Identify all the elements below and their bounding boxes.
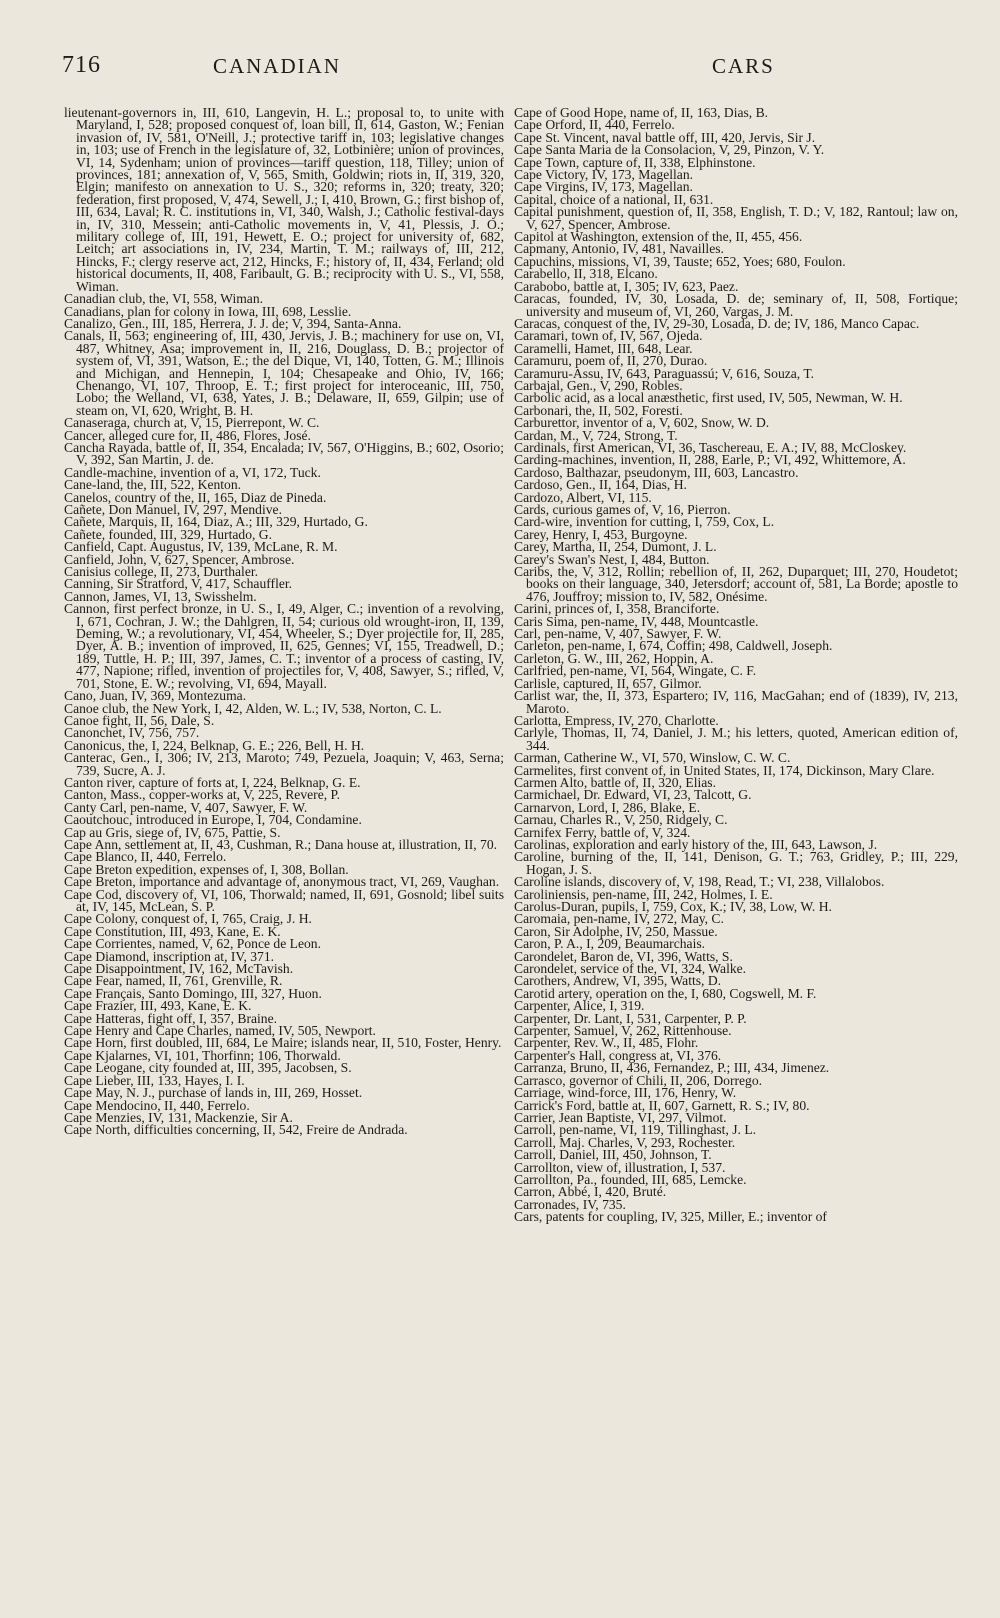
index-entry: Cape North, difficulties concerning, II, 542, Freire de Andrada. — [64, 1122, 408, 1138]
index-entry: Carolinas, exploration and early history of the, III, 643, Lawson, J. — [514, 836, 878, 852]
index-entry: Carding-machines, invention, II, 288, Earle, P.; VI, 492, Whittemore, A. — [514, 452, 906, 468]
index-entry: Canadians, plan for colony in Iowa, III, 698, Lesslie. — [64, 303, 352, 319]
index-entry: Carey's Swan's Nest, I, 484, Button. — [514, 551, 710, 567]
index-entry: Canterac, Gen., I, 306; IV, 213, Maroto; 749, Pezuela, Joaquin; V, 463, Serna; 739, Sucre, A. J. — [64, 750, 504, 778]
index-entry: Carondelet, Baron de, VI, 396, Watts, S. — [514, 948, 733, 964]
index-entry: Caris Sima, pen-name, IV, 448, Mountcastle. — [514, 613, 759, 629]
index-entry: Caracas, founded, IV, 30, Losada, D. de; seminary of, II, 508, Fortique; university and museum of, VI, 260, Vargas, J. M. — [514, 291, 958, 319]
index-entry: Carmen Alto, battle of, II, 320, Elias. — [514, 774, 716, 790]
index-entry: Carlyle, Thomas, II, 74, Daniel, J. M.; his letters, quoted, American edition of, 344. — [514, 725, 958, 753]
index-entry: Carbolic acid, as a local anæsthetic, first used, IV, 505, Newman, W. H. — [514, 390, 903, 406]
index-entry: Carron, Abbé, I, 420, Bruté. — [514, 1184, 667, 1200]
index-entry: Cardinals, first American, VI, 36, Taschereau, E. A.; IV, 88, McCloskey. — [514, 439, 907, 455]
index-entry: Cape Constitution, III, 493, Kane, E. K. — [64, 923, 281, 939]
index-entry: Canton, Mass., copper-works at, V, 225, Revere, P. — [64, 787, 340, 803]
index-entry: Capmany, Antonio, IV, 481, Navailles. — [514, 241, 724, 257]
index-entry: Cap au Gris, siege of, IV, 675, Pattie, S. — [64, 824, 281, 840]
index-entry: Caramuru, poem of, II, 270, Durao. — [514, 353, 708, 369]
index-entry: Caoutchouc, introduced in Europe, I, 704, Condamine. — [64, 812, 362, 828]
index-entry: Cape Kjalarnes, VI, 101, Thorfinn; 106, Thorwald. — [64, 1047, 341, 1063]
index-entry: Capital, choice of a national, II, 631. — [514, 191, 714, 207]
index-entry: Canisius college, II, 273, Durthaler. — [64, 564, 259, 580]
index-entry: Canty Carl, pen-name, V, 407, Sawyer, F. W. — [64, 799, 308, 815]
index-entry: Carlist war, the, II, 373, Espartero; IV, 116, MacGahan; end of (1839), IV, 213, Maroto. — [514, 688, 958, 716]
index-entry: Cannon, first perfect bronze, in U. S., I, 49, Alger, C.; invention of a revolving, I, 671, Cochran, J. W.; the Dahlgren, II, 54; curious old wrought-iron, II, 139, Deming, W.; a revolutionary, VI, 454, Wheeler, S.; Dyer projectile for, II, 285, Dyer, A. B.; invention of improved, II, 625, Gennes; VI, 155, Treadwell, D.; 189, Tuttle, H. P.; III, 397, James, C. T.; inventor of a process of casting, IV, 477, Napione; rifled, invention of projectiles for, V, 408, Sawyer, S.; rifled, V, 701, Stone, E. W.; revolving, VI, 694, Mayall. — [64, 601, 504, 691]
index-entry: Caramari, town of, IV, 567, Ojeda. — [514, 328, 703, 344]
index-entry: Cape Frazier, III, 493, Kane, E. K. — [64, 998, 252, 1014]
index-entry: Card-wire, invention for cutting, I, 759, Cox, L. — [514, 514, 775, 530]
index-entry: lieutenant-governors in, III, 610, Langevin, H. L.; proposal to, to unite with Maryland, I, 528; proposed conquest of, loan bill, II, 614, Gaston, W.; Fenian invasion of, IV, 581, O'Neill, J.; protective tariff in, 103; legislative changes in, 103; use of French in the legislature of, 32, Lotbinière; union of provinces, VI, 14, Sydenham; union of provinces—tariff question, 118, Tilley; union of provinces, 181; annexation of, V, 565, Smith, Goldwin; riots in, II, 319, 320, Elgin; manifesto on annexation to U. S., 320; reforms in, 320; treaty, 320; federation, first proposed, V, 474, Sewell, J.; I, 410, Brown, G.; first bishop of, III, 634, Laval; R. C. institutions in, VI, 340, Walsh, J.; Catholic festival-days in, IV, 310, Messein; anti-Catholic movements in, V, 41, Plessis, J. O.; military college of, III, 191, Hewett, E. O.; project for university of, 682, Leitch; art associations in, IV, 234, Martin, T. M.; railways of, III, 212, Hincks, F.; clergy reserve act, 212, Hincks, F.; history of, II, 434, Ferland; old historical documents, II, 408, Faribault, G. B.; reciprocity with U. S., VI, 558, Wiman. — [64, 105, 504, 294]
index-entry: Carranza, Bruno, II, 436, Fernandez, P.; III, 434, Jimenez. — [514, 1060, 830, 1076]
index-entry: Carabello, II, 318, Elcano. — [514, 266, 658, 282]
index-entry: Canton river, capture of forts at, I, 224, Belknap, G. E. — [64, 774, 361, 790]
index-entry: Caron, Sir Adolphe, IV, 250, Massue. — [514, 923, 718, 939]
index-entry: Canaseraga, church at, V, 15, Pierrepont, W. C. — [64, 415, 320, 431]
index-entry: Canning, Sir Stratford, V, 417, Schauffler. — [64, 576, 293, 592]
index-entry: Caroliniensis, pen-name, III, 242, Holmes, I. E. — [514, 886, 773, 902]
index-entry: Cape Blanco, II, 440, Ferrelo. — [64, 849, 227, 865]
index-entry: Cape Henry and Cape Charles, named, IV, 505, Newport. — [64, 1023, 376, 1039]
index-entry: Cape Breton expedition, expenses of, I, 308, Bollan. — [64, 861, 349, 877]
index-entry: Carabobo, battle at, I, 305; IV, 623, Paez. — [514, 278, 739, 294]
index-entry: Carronades, IV, 735. — [514, 1196, 626, 1212]
index-entry: Carey, Henry, I, 453, Burgoyne. — [514, 526, 688, 542]
right-running-head: CARS — [712, 54, 775, 78]
index-entry: Cape Lieber, III, 133, Hayes, I. I. — [64, 1072, 245, 1088]
index-entry: Carbonari, the, II, 502, Foresti. — [514, 402, 683, 418]
index-entry: Caracas, conquest of the, IV, 29-30, Losada, D. de; IV, 186, Manco Capac. — [514, 315, 920, 331]
index-entry: Cancer, alleged cure for, II, 486, Flores, José. — [64, 427, 311, 443]
index-entry: Cape Colony, conquest of, I, 765, Craig, J. H. — [64, 911, 312, 927]
index-entry: Carlisle, captured, II, 657, Gilmor. — [514, 675, 702, 691]
index-entry: Cancha Rayada, battle of, II, 354, Encalada; IV, 567, O'Higgins, B.; 602, Osorio; V, 392, San Martin, J. de. — [64, 439, 504, 468]
index-entry: Cape Ann, settlement at, II, 43, Cushman, R.; Dana house at, illustration, II, 70. — [64, 836, 498, 852]
page-number: 716 — [62, 52, 101, 78]
index-entry: Carotid artery, operation on the, I, 680, Cogswell, M. F. — [514, 985, 817, 1001]
left-column — [64, 107, 504, 1137]
index-entry: Caroline islands, discovery of, V, 198, Read, T.; VI, 238, Villalobos. — [514, 874, 885, 890]
index-entry: Caroline, burning of the, II, 141, Denison, G. T.; 763, Gridley, P.; III, 229, Hogan, J. S. — [514, 849, 958, 877]
index-entry: Carroll, Maj. Charles, V, 293, Rochester. — [514, 1134, 736, 1150]
index-entry: Cape Town, capture of, II, 338, Elphinstone. — [514, 154, 756, 170]
index-entry: Cane-land, the, III, 522, Kenton. — [64, 477, 242, 493]
index-entry: Carleton, pen-name, I, 674, Coffin; 498, Caldwell, Joseph. — [514, 638, 833, 654]
index-entry: Cañete, Don Manuel, IV, 297, Mendive. — [64, 502, 282, 517]
index-entry: Carnarvon, Lord, I, 286, Blake, E. — [514, 799, 701, 815]
index-entry: Cape Breton, importance and advantage of, anonymous tract, VI, 269, Vaughan. — [64, 874, 500, 890]
index-entry: Canonchet, IV, 756, 757. — [64, 725, 200, 741]
index-entry: Carleton, G. W., III, 262, Hoppin, A. — [514, 650, 714, 666]
index-entry: Canoe fight, II, 56, Dale, S. — [64, 712, 215, 728]
index-entry: Carroll, Daniel, III, 450, Johnson, T. — [514, 1147, 712, 1163]
index-entry: Carrick's Ford, battle at, II, 607, Garnett, R. S.; IV, 80. — [514, 1097, 810, 1113]
index-entry: Canonicus, the, I, 224, Belknap, G. E.; 226, Bell, H. H. — [64, 737, 365, 753]
index-entry: Cañete, Marquis, II, 164, Diaz, A.; III, 329, Hurtado, G. — [64, 514, 368, 530]
index-entry: Carman, Catherine W., VI, 570, Winslow, C. W. C. — [514, 750, 791, 766]
index-entry: Carroll, pen-name, VI, 119, Tillinghast, J. L. — [514, 1122, 757, 1138]
index-entry: Caribs, the, V, 312, Rollin; rebellion of, II, 262, Duparquet; III, 270, Houdetot; books on their language, 340, Jetersdorf; account of, 581, La Borde; apostle to 476, Jouffroy; mission to, IV, 582, Onésime. — [514, 564, 958, 604]
index-entry: Canelos, country of the, II, 165, Diaz de Pineda. — [64, 489, 327, 505]
index-entry: Cape Hatteras, fight off, I, 357, Braine. — [64, 1010, 278, 1026]
index-entry: Canoe club, the New York, I, 42, Alden, W. L.; IV, 538, Norton, C. L. — [64, 700, 442, 716]
index-entry: Carmelites, first convent of, in United States, II, 174, Dickinson, Mary Clare. — [514, 762, 935, 778]
index-entry: Cano, Juan, IV, 369, Montezuma. — [64, 688, 247, 704]
index-entry: Cañete, founded, III, 329, Hurtado, G. — [64, 526, 273, 542]
index-entry: Caron, P. A., I, 209, Beaumarchais. — [514, 936, 706, 952]
index-entry: Cape Cod, discovery of, VI, 106, Thorwald; named, II, 691, Gosnold; libel suits at, IV, 145, McLean, S. P. — [64, 886, 504, 914]
index-entry: Carrasco, governor of Chili, II, 206, Dorrego. — [514, 1072, 763, 1088]
index-entry: Caromaia, pen-name, IV, 272, May, C. — [514, 911, 724, 927]
index-entry: Candle-machine, invention of a, VI, 172, Tuck. — [64, 464, 321, 480]
index-entry: Capitol at Washington, extension of the, II, 455, 456. — [514, 229, 803, 245]
index-entry: Cape Leogane, city founded at, III, 395, Jacobsen, S. — [64, 1060, 352, 1076]
index-entry: Carbajal, Gen., V, 290, Robles. — [514, 377, 683, 393]
index-entry: Carl, pen-name, V, 407, Sawyer, F. W. — [514, 626, 722, 642]
index-entry: Cape Fear, named, II, 761, Grenville, R. — [64, 973, 283, 989]
index-entry: Cape Diamond, inscription at, IV, 371. — [64, 948, 275, 964]
index-entry: Cape Virgins, IV, 173, Magellan. — [514, 179, 693, 195]
index-entry: Carmichael, Dr. Edward, VI, 23, Talcott, G. — [514, 787, 752, 803]
index-entry: Carburettor, inventor of a, V, 602, Snow, W. D. — [514, 415, 770, 431]
index-entry: Carnau, Charles R., V, 250, Ridgely, C. — [514, 812, 728, 828]
index-entry: Cape Victory, IV, 173, Magellan. — [514, 167, 694, 183]
index-entry: Cape Orford, II, 440, Ferrelo. — [514, 117, 675, 133]
index-entry: Carini, princes of, I, 358, Branciforte. — [514, 601, 720, 617]
index-entry: Cape Menzies, IV, 131, Mackenzie, Sir A. — [64, 1109, 293, 1125]
index-entry: Carpenter, Rev. W., II, 485, Flohr. — [514, 1035, 699, 1051]
index-entry: Cape of Good Hope, name of, II, 163, Dias, B. — [514, 105, 769, 120]
index-entry: Carlotta, Empress, IV, 270, Charlotte. — [514, 712, 719, 728]
index-entry: Cape Horn, first doubled, III, 684, Le Maire; islands near, II, 510, Foster, Henry. — [64, 1035, 502, 1051]
index-entry: Carondelet, service of the, VI, 324, Walke. — [514, 961, 747, 977]
index-entry: Caramuru-Assu, IV, 643, Paraguassú; V, 616, Souza, T. — [514, 365, 815, 381]
index-entry: Carpenter, Samuel, V, 262, Rittenhouse. — [514, 1023, 732, 1039]
index-entry: Carey, Martha, II, 254, Dumont, J. L. — [514, 539, 717, 555]
page-header — [0, 52, 1000, 86]
index-entry: Cape May, N. J., purchase of lands in, III, 269, Hosset. — [64, 1085, 363, 1101]
index-entry: Carnifex Ferry, battle of, V, 324. — [514, 824, 691, 840]
index-entry: Carpenter, Dr. Lant, I, 531, Carpenter, P. P. — [514, 1010, 747, 1026]
right-column — [514, 107, 958, 1224]
index-entry: Canfield, Capt. Augustus, IV, 139, McLane, R. M. — [64, 539, 338, 555]
index-entry: Carrollton, Pa., founded, III, 685, Lemcke. — [514, 1171, 747, 1187]
index-entry: Cardozo, Albert, VI, 115. — [514, 489, 652, 505]
index-entry: Cape Disappointment, IV, 162, McTavish. — [64, 961, 294, 977]
index-entry: Canfield, John, V, 627, Spencer, Ambrose. — [64, 551, 295, 567]
index-entry: Carpenter's Hall, congress at, VI, 376. — [514, 1047, 722, 1063]
index-entry: Canalizo, Gen., III, 185, Herrera, J. J. de; V, 394, Santa-Anna. — [64, 315, 402, 331]
index-entry: Cannon, James, VI, 13, Swisshelm. — [64, 588, 257, 604]
left-running-head: CANADIAN — [213, 54, 341, 78]
index-entry: Carrollton, view of, illustration, I, 537. — [514, 1159, 726, 1175]
index-entry: Cars, patents for coupling, IV, 325, Miller, E.; inventor of — [514, 1209, 827, 1225]
index-entry: Carpenter, Alice, I, 319. — [514, 998, 645, 1014]
index-entry: Capuchins, missions, VI, 39, Tauste; 652, Yoes; 680, Foulon. — [514, 253, 846, 269]
index-entry: Cape Corrientes, named, V, 62, Ponce de Leon. — [64, 936, 321, 952]
index-entry: Carothers, Andrew, VI, 395, Watts, D. — [514, 973, 722, 989]
index-entry: Cardoso, Gen., II, 164, Dias, H. — [514, 477, 687, 493]
index-entry: Cape Français, Santo Domingo, III, 327, Huon. — [64, 985, 322, 1001]
index-entry: Cardoso, Balthazar, pseudonym, III, 603, Lancastro. — [514, 464, 799, 480]
index-entry: Carlfried, pen-name, VI, 564, Wingate, C. F. — [514, 663, 757, 679]
index-entry: Cape Mendocino, II, 440, Ferrelo. — [64, 1097, 250, 1113]
index-entry: Cape St. Vincent, naval battle off, III, 420, Jervis, Sir J. — [514, 129, 816, 145]
index-entry: Carriage, wind-force, III, 176, Henry, W. — [514, 1085, 737, 1101]
index-entry: Canadian club, the, VI, 558, Wiman. — [64, 291, 264, 307]
index-entry: Carrier, Jean Baptiste, VI, 297, Vilmot. — [514, 1109, 727, 1125]
index-entry: Canals, II, 563; engineering of, III, 430, Jervis, J. B.; machinery for use on, VI, 487, Whitney, Asa; improvement in, II, 216, Douglass, D. B.; projector of system of, VI, 391, Watson, E.; the del Dique, VI, 140, Totten, G. M.; Illinois and Michigan, and Hennepin, I, 104; Chesapeake and Ohio, IV, 166; Chenango, VI, 107, Throop, E. T.; first project for interoceanic, III, 750, Lobo; the Welland, VI, 638, Yates, J. B.; Delaware, II, 659, Gilpin; use of steam on, VI, 620, Wright, B. H. — [64, 328, 504, 418]
index-entry: Carolus-Duran, pupils, I, 759, Cox, K.; IV, 38, Low, W. H. — [514, 899, 832, 914]
index-entry: Capital punishment, question of, II, 358, English, T. D.; V, 182, Rantoul; law on, V, 627, Spencer, Ambrose. — [514, 204, 958, 232]
index-entry: Caramelli, Hamet, III, 648, Lear. — [514, 340, 693, 356]
index-entry: Cards, curious games of, V, 16, Pierron. — [514, 502, 731, 517]
index-entry: Cardan, M., V, 724, Strong, T. — [514, 427, 678, 443]
index-entry: Cape Santa Maria de la Consolacion, V, 29, Pinzon, V. Y. — [514, 142, 825, 158]
